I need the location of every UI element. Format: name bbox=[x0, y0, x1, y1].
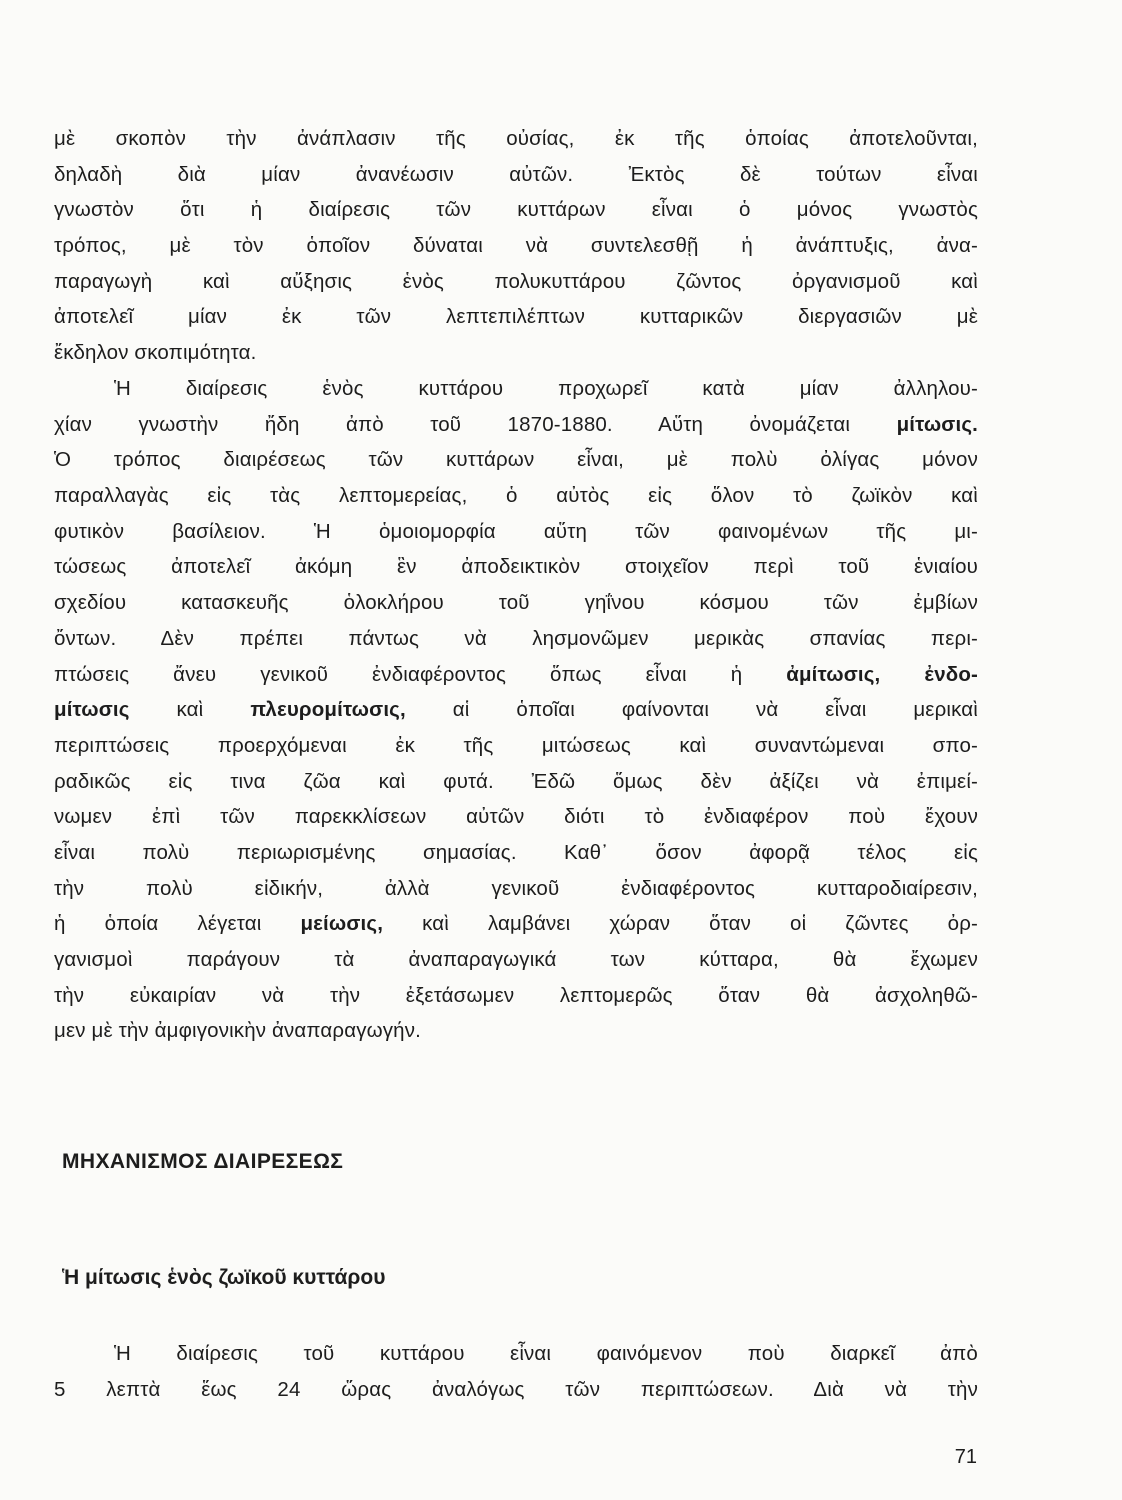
text-line bbox=[54, 407, 978, 443]
text-line bbox=[54, 657, 978, 693]
text-line: τώσεως ἀποτελεῖ ἀκόμη ἓν ἀποδεικτικὸν στοιχεῖον περὶ τοῦ ἑνιαίου bbox=[54, 555, 978, 579]
text-line: ἔκδηλον σκοπιμότητα. bbox=[54, 341, 257, 365]
text-line: μὲ σκοπὸν τὴν ἀνάπλασιν τῆς οὐσίας, ἐκ τῆς ὁποίας ἀποτελοῦνται, bbox=[54, 127, 978, 150]
paragraph-2 bbox=[54, 371, 978, 1049]
text-span: καὶ bbox=[176, 698, 204, 722]
text-line: ραδικῶς εἰς τινα ζῶα καὶ φυτά. Ἐδῶ ὅμως δὲν ἀξίζει νὰ ἐπιμεί- bbox=[54, 769, 978, 793]
text-line: σχεδίου κατασκευῆς ὁλοκλήρου τοῦ γηΐνου κόσμου τῶν ἐμβίων bbox=[54, 591, 978, 615]
text-line: Ὁ τρόπος διαιρέσεως τῶν κυττάρων εἶναι, μὲ πολὺ ὀλίγας μόνον bbox=[54, 448, 978, 472]
term-mitosis: μίτωσις. bbox=[896, 412, 978, 436]
text-line: παραλλαγὰς εἰς τὰς λεπτομερείας, ὁ αὐτὸς εἰς ὅλον τὸ ζωϊκὸν καὶ bbox=[54, 484, 978, 508]
text-span: καὶ λαμβάνει χώραν ὅταν οἱ ζῶντες ὀρ- bbox=[422, 912, 978, 936]
text-line bbox=[54, 692, 978, 728]
text-line: Ἡ διαίρεσις ἑνὸς κυττάρου προχωρεῖ κατὰ μίαν ἀλληλου- bbox=[114, 377, 978, 400]
text-line: τὴν πολὺ εἰδικήν, ἀλλὰ γενικοῦ ἐνδιαφέροντος κυτταροδιαίρεσιν, bbox=[54, 876, 978, 900]
term-amitosis: ἀμίτωσις, ἐνδο- bbox=[786, 662, 978, 686]
text-line: παραγωγὴ καὶ αὔξησις ἑνὸς πολυκυττάρου ζῶντος ὀργανισμοῦ καὶ bbox=[54, 269, 978, 293]
text-span: πτώσεις ἄνευ γενικοῦ ἐνδιαφέροντος ὅπως εἶναι ἡ bbox=[54, 662, 743, 686]
text-line bbox=[54, 906, 978, 942]
term-endomitosis: μίτωσις bbox=[54, 698, 130, 722]
paragraph-1 bbox=[54, 121, 978, 371]
term-meiosis: μείωσις, bbox=[300, 912, 384, 936]
text-line: τὴν εὐκαιρίαν νὰ τὴν ἐξετάσωμεν λεπτομερῶς ὅταν θὰ ἀσχοληθῶ- bbox=[54, 983, 978, 1007]
text-line: δηλαδὴ διὰ μίαν ἀνανέωσιν αὐτῶν. Ἐκτὸς δὲ τούτων εἶναι bbox=[54, 162, 978, 186]
term-pleuromitosis: πλευρομίτωσις, bbox=[250, 698, 406, 722]
text-line: τρόπος, μὲ τὸν ὁποῖον δύναται νὰ συντελεσθῇ ἡ ἀνάπτυξις, ἀνα- bbox=[54, 234, 978, 258]
text-line: φυτικὸν βασίλειον. Ἡ ὁμοιομορφία αὕτη τῶν φαινομένων τῆς μι- bbox=[54, 519, 978, 543]
page-number: 71 bbox=[954, 1446, 977, 1468]
section-heading: ΜΗΧΑΝΙΣΜΟΣ ΔΙΑΙΡΕΣΕΩΣ bbox=[62, 1150, 344, 1173]
text-line: ὄντων. Δὲν πρέπει πάντως νὰ λησμονῶμεν μερικὰς σπανίας περι- bbox=[54, 626, 978, 650]
text-line: εἶναι πολὺ περιωρισμένης σημασίας. Καθ᾽ ὅσον ἀφορᾷ τέλος εἰς bbox=[54, 840, 978, 864]
text-line: γανισμοὶ παράγουν τὰ ἀναπαραγωγικά των κύτταρα, θὰ ἔχωμεν bbox=[54, 948, 978, 971]
text-span: ἡ ὁποία λέγεται bbox=[54, 912, 262, 936]
text-line: μεν μὲ τὴν ἀμφιγονικὴν ἀναπαραγωγήν. bbox=[54, 1019, 421, 1043]
text-span: χίαν γνωστὴν ἤδη ἀπὸ τοῦ 1870-1880. Αὕτη ὀνομάζεται bbox=[54, 412, 851, 436]
subsection-heading: Ἡ μίτωσις ἑνὸς ζωϊκοῦ κυττάρου bbox=[62, 1266, 386, 1289]
text-line: ἀποτελεῖ μίαν ἐκ τῶν λεπτεπιλέπτων κυτταρικῶν διεργασιῶν μὲ bbox=[54, 305, 978, 329]
text-line: νωμεν ἐπὶ τῶν παρεκκλίσεων αὐτῶν διότι τὸ ἐνδιαφέρον ποὺ ἔχουν bbox=[54, 805, 978, 829]
text-line: γνωστὸν ὅτι ἡ διαίρεσις τῶν κυττάρων εἶναι ὁ μόνος γνωστὸς bbox=[54, 198, 978, 222]
text-line: 5 λεπτὰ ἕως 24 ὥρας ἀναλόγως τῶν περιπτώσεων. Διὰ νὰ τὴν bbox=[54, 1377, 978, 1401]
paragraph-3 bbox=[54, 1336, 978, 1407]
text-line: περιπτώσεις προερχόμεναι ἐκ τῆς μιτώσεως καὶ συναντώμεναι σπο- bbox=[54, 733, 978, 757]
text-span: αἱ ὁποῖαι φαίνονται νὰ εἶναι μερικαὶ bbox=[452, 698, 978, 722]
text-line: Ἡ διαίρεσις τοῦ κυττάρου εἶναι φαινόμενον ποὺ διαρκεῖ ἀπὸ bbox=[114, 1342, 978, 1365]
